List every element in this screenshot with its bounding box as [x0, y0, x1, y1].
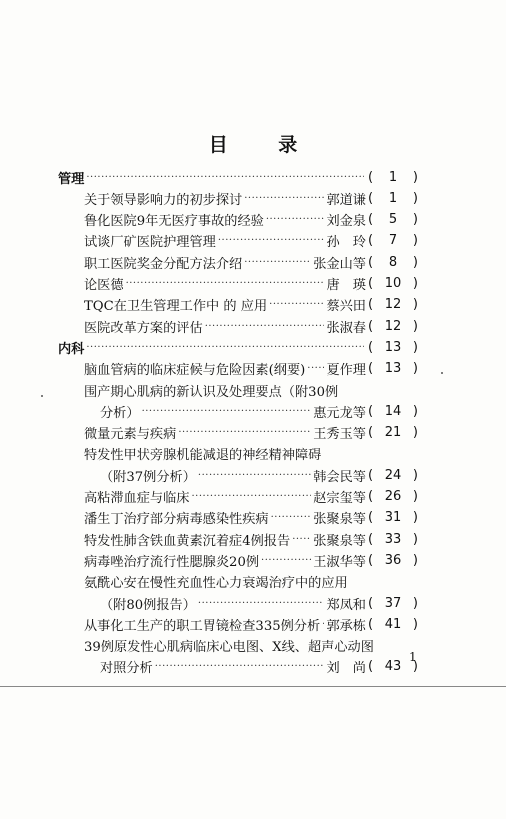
toc-entry-author: 张金山等: [313, 256, 366, 272]
toc-entry: [84, 230, 418, 252]
toc-page-number: 10: [384, 276, 402, 291]
page-edge-line: [0, 686, 506, 687]
toc-entry: [100, 464, 418, 486]
toc-entry-author: 孙 玲: [326, 235, 366, 251]
toc-page-ref: ( 41 ): [368, 616, 418, 632]
toc-entry: [84, 209, 418, 231]
toc-entry-title: 氨酰心安在慢性充血性心力衰竭治疗中的应用: [84, 576, 348, 592]
toc-page-ref: ( 12 ): [368, 297, 418, 313]
dot-leader: [292, 534, 311, 545]
toc-page-number: 5: [388, 212, 398, 228]
toc-entry-title: 试谈厂矿医院护理管理: [84, 235, 216, 251]
toc-page-number: 12: [384, 318, 402, 334]
dot-leader: [178, 427, 311, 438]
toc-page-number: 41: [384, 616, 402, 632]
toc-entry: [84, 294, 418, 316]
toc-page-ref: ( 37 ): [368, 595, 418, 611]
toc-entry-title: 脑血管病的临床症候与危险因素(纲要): [84, 363, 306, 379]
toc-page-ref: ( 12 ): [368, 318, 418, 334]
toc-entry-title: 39例原发性心肌病临床心电图、X线、超声心动图: [84, 640, 374, 656]
dot-leader: [266, 214, 325, 225]
toc-entry-author: 惠元龙等: [313, 405, 366, 421]
dot-leader: [307, 363, 324, 374]
toc-page-number: 36: [384, 552, 402, 568]
toc-entry-title: （附80例报告）: [100, 597, 196, 613]
toc-entry-author: 张聚泉等: [313, 533, 366, 549]
toc-entry: [100, 400, 418, 422]
toc-entry-author: 郭道谦: [326, 192, 366, 208]
toc-page-number: 24: [384, 467, 402, 483]
toc-page-ref: ( 21 ): [368, 425, 418, 441]
toc-page-number: 8: [388, 254, 398, 270]
toc-page-number: 13: [384, 361, 402, 377]
toc-page-number: 1: [388, 190, 398, 206]
toc-entry-title: 病毒唑治疗流行性腮腺炎20例: [84, 554, 260, 570]
dot-leader: [86, 172, 364, 183]
toc-page-ref: ( 31 ): [368, 510, 418, 526]
toc-page-number: 37: [384, 595, 402, 611]
toc-page-ref: ( 36 ): [368, 552, 418, 568]
toc-page-number: 31: [384, 510, 402, 526]
dot-leader: [261, 555, 311, 566]
toc-entry-title: 职工医院奖金分配方法介绍: [84, 256, 243, 272]
toc-page-number: 12: [384, 297, 402, 313]
toc-entry-author: 唐 瑛: [326, 278, 366, 293]
toc-page-ref: ( 13 ): [368, 339, 418, 355]
toc-section: [58, 166, 418, 188]
toc-entry: [84, 443, 321, 465]
dot-leader: [142, 406, 312, 417]
toc-entry-title: 特发性甲状旁腺机能减退的神经精神障碍: [84, 448, 322, 464]
toc-entry: [84, 187, 418, 209]
toc-page-number: 21: [384, 425, 402, 441]
toc-entry: [84, 358, 418, 380]
toc-entry-author: 夏作理: [326, 363, 366, 379]
toc-entry: [84, 507, 418, 529]
dot-leader: [271, 512, 312, 523]
dot-leader: [126, 278, 325, 289]
toc-entry: [84, 486, 418, 508]
toc-page-number: 7: [388, 233, 398, 249]
toc-entry-title: TQC在卫生管理工作中 的 应用: [84, 299, 268, 315]
toc-page-ref: ( 1 ): [368, 169, 418, 185]
toc-page-ref: ( 8 ): [368, 254, 418, 270]
toc-page-ref: ( 14 ): [368, 403, 418, 419]
toc-entry-title: （附37例分析）: [100, 469, 196, 485]
page-title: 目 录: [208, 134, 320, 156]
dot-leader: [198, 598, 325, 609]
toc-entry: [84, 315, 418, 337]
toc-entry: [84, 549, 418, 571]
toc-entry: [100, 656, 418, 678]
toc-entry-title: 微量元素与疾病: [84, 427, 177, 443]
toc-entry: [100, 592, 418, 614]
toc-entry: [84, 528, 418, 550]
toc-entry: [84, 613, 418, 635]
dot-leader: [244, 193, 324, 204]
toc-page-number: 1: [388, 169, 398, 185]
toc-entry-author: 张聚泉等: [313, 512, 366, 528]
toc-entry-title: 从事化工生产的职工胃镜检查335例分析: [84, 618, 321, 634]
toc-entry: [84, 635, 374, 657]
toc-entry-title: 围产期心肌病的新认识及处理要点（附30例: [84, 384, 339, 400]
toc-page-ref: ( 26 ): [368, 489, 418, 504]
toc-page-number: 13: [384, 339, 402, 355]
dot-leader: [205, 321, 325, 332]
toc-entry-title: 关于领导影响力的初步探讨: [84, 192, 243, 208]
toc-entry-author: 刘金泉: [326, 214, 366, 230]
dot-leader: [86, 342, 364, 353]
toc-entry: [84, 379, 338, 401]
toc-page-ref: ( 13 ): [368, 361, 418, 377]
toc-page-number: 43: [384, 659, 402, 675]
page-number: 1: [409, 650, 417, 664]
toc-entry: [84, 422, 418, 444]
dot-leader: [155, 661, 325, 672]
toc-entry-author: 韩会民等: [313, 469, 366, 485]
toc-page-ref: ( 43 ): [368, 659, 418, 675]
toc-entry: [84, 571, 348, 593]
toc-page-number: 33: [384, 531, 402, 547]
dot-leader: [198, 470, 311, 481]
toc-entry-title: 对照分析: [100, 661, 153, 677]
toc-page-ref: ( 33 ): [368, 531, 418, 547]
toc-entry-title: 高粘滞血症与临床: [84, 491, 190, 506]
toc-entry: [84, 273, 418, 295]
toc-entry-author: 刘 尚: [326, 661, 366, 677]
toc-section: [58, 336, 418, 358]
toc-entry-title: 潘生丁治疗部分病毒感染性疾病: [84, 512, 269, 528]
toc-entry: [84, 251, 418, 273]
toc-entry-author: 郑凤和: [326, 597, 366, 613]
toc-entry-author: 郭承栋: [326, 618, 366, 634]
dot-leader: [218, 235, 325, 246]
toc-entry-title: 医院改革方案的评估: [84, 320, 203, 336]
toc-entry-author: 王淑华等: [313, 554, 366, 570]
toc-entry-title: 内科: [58, 341, 85, 357]
scan-speck: [441, 372, 443, 374]
toc-page-ref: ( 1 ): [368, 190, 418, 206]
toc-page-number: 26: [384, 489, 402, 504]
toc-page-ref: ( 10 ): [368, 276, 418, 291]
dot-leader: [322, 619, 324, 630]
toc-entry-title: 论医德: [84, 278, 124, 293]
toc-entry-title: 管理: [58, 171, 85, 187]
toc-page-ref: ( 24 ): [368, 467, 418, 483]
toc-entry-title: 特发性肺含铁血黄素沉着症4例报告: [84, 533, 291, 549]
toc-page-number: 14: [384, 403, 402, 419]
toc-entry-author: 王秀玉等: [313, 427, 366, 443]
dot-leader: [244, 257, 311, 268]
scan-speck: [41, 395, 43, 397]
toc-page-ref: ( 5 ): [368, 212, 418, 228]
toc-entry-author: 张淑春: [326, 320, 366, 336]
toc-entry-author: 赵宗玺等: [313, 491, 366, 506]
toc-entry-title: 鲁化医院9年无医疗事故的经验: [84, 214, 264, 230]
dot-leader: [269, 299, 324, 310]
dot-leader: [192, 491, 312, 502]
toc-page-ref: ( 7 ): [368, 233, 418, 249]
toc-entry-author: 蔡兴田: [326, 299, 366, 315]
toc-entry-title: 分析）: [100, 405, 140, 421]
